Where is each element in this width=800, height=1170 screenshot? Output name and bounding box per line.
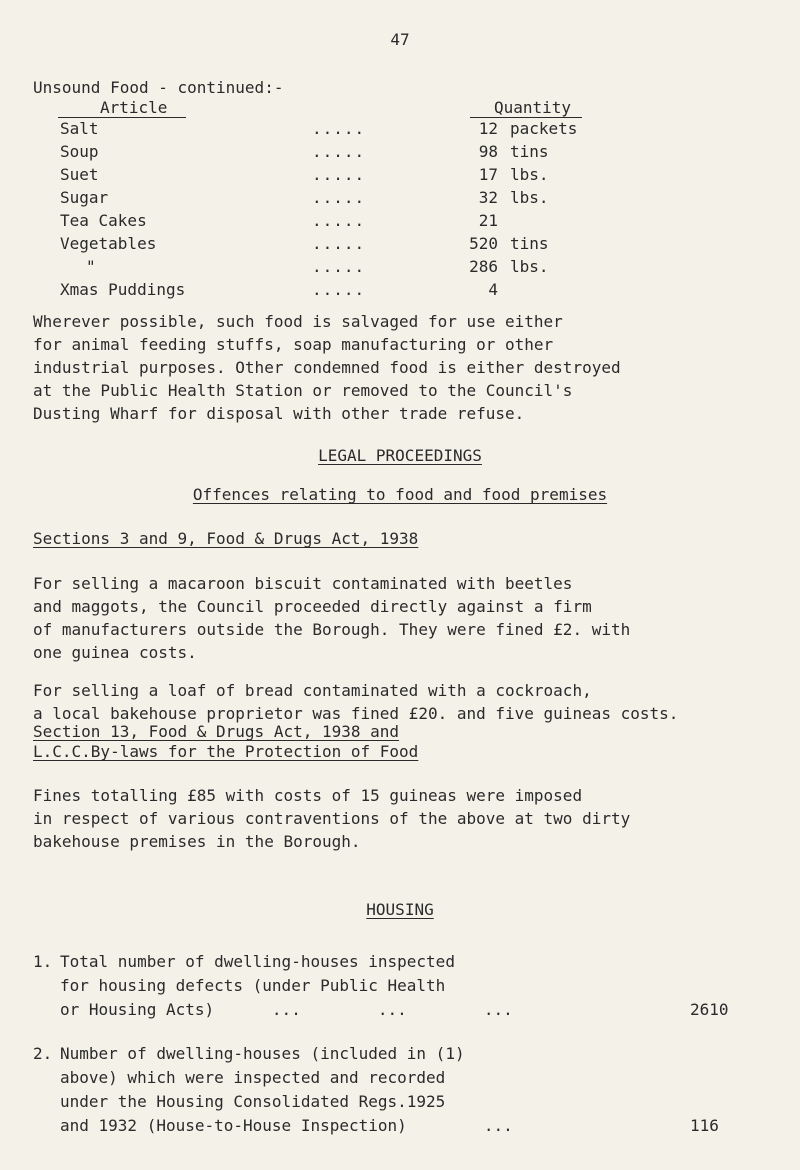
table-row bbox=[0, 118, 800, 140]
leader-dots: ..... bbox=[312, 257, 366, 276]
case-two-text: For selling a loaf of bread contaminated with a cockroach, a local bakehouse proprietor was fined £20. and five guineas costs. bbox=[33, 681, 679, 723]
article-name: Salt bbox=[60, 119, 99, 138]
quantity-unit: lbs. bbox=[510, 257, 549, 276]
leader-dots: ..... bbox=[312, 165, 366, 184]
ditto-mark: " bbox=[86, 257, 96, 276]
case-two-paragraph bbox=[33, 679, 678, 725]
table-row bbox=[0, 210, 800, 232]
page-number: 47 bbox=[390, 30, 410, 49]
housing-item-value: 116 bbox=[690, 1116, 719, 1135]
quantity-value: 520 bbox=[469, 234, 498, 253]
leader-dots: ..... bbox=[312, 211, 366, 230]
table-row bbox=[0, 164, 800, 186]
section-title: Unsound Food - continued:- bbox=[33, 78, 284, 97]
leader-dots: ..... bbox=[312, 234, 366, 253]
article-name: Vegetables bbox=[60, 234, 157, 253]
housing-heading: HOUSING bbox=[366, 900, 434, 919]
salvage-text: Wherever possible, such food is salvaged for use either for animal feeding stuffs, soap manufacturing or other industrial purposes. Other condemned food is either destroyed at the Public Health Station or removed to the Council's Dusting Wharf for disposal with other trade refuse. bbox=[33, 312, 621, 423]
quantity-unit: tins bbox=[510, 142, 549, 161]
table-row bbox=[0, 256, 800, 278]
table-row bbox=[0, 187, 800, 209]
leader-dots: ..... bbox=[312, 119, 366, 138]
quantity-value: 286 bbox=[469, 257, 498, 276]
case-one-paragraph bbox=[33, 572, 630, 664]
quantity-unit: tins bbox=[510, 234, 549, 253]
housing-item-value: 2610 bbox=[690, 1000, 729, 1019]
article-name: Sugar bbox=[60, 188, 109, 207]
quantity-value: 32 bbox=[478, 188, 498, 207]
case-one-text: For selling a macaroon biscuit contaminated with beetles and maggots, the Council proceeded directly against a firm of manufacturers outside the Borough. They were fined £2. with one guinea costs. bbox=[33, 574, 631, 662]
leader-dots: ..... bbox=[312, 188, 366, 207]
article-name: Tea Cakes bbox=[60, 211, 147, 230]
housing-item-text: Number of dwelling-houses (included in (1) above) which were inspected and recorded under the Housing Consolidated Regs.1925 and 1932 (House-to-House Inspection) ... bbox=[60, 1044, 513, 1135]
column-header-article: Article bbox=[100, 98, 168, 117]
fines-paragraph bbox=[33, 784, 630, 853]
quantity-unit: packets bbox=[510, 119, 578, 138]
quantity-unit: lbs. bbox=[510, 165, 549, 184]
leader-dots: ..... bbox=[312, 142, 366, 161]
section-13-heading-line1: Section 13, Food & Drugs Act, 1938 and bbox=[33, 722, 400, 741]
column-header-quantity: Quantity bbox=[494, 98, 572, 117]
table-row bbox=[0, 279, 800, 301]
section-13-heading-line2: L.C.C.By-laws for the Protection of Food bbox=[33, 742, 419, 761]
sections-3-9-heading: Sections 3 and 9, Food & Drugs Act, 1938 bbox=[33, 529, 419, 548]
article-name: Suet bbox=[60, 165, 99, 184]
quantity-value: 17 bbox=[478, 165, 498, 184]
quantity-value: 12 bbox=[478, 119, 498, 138]
quantity-value: 21 bbox=[478, 211, 498, 230]
quantity-value: 4 bbox=[488, 280, 498, 299]
table-row bbox=[0, 233, 800, 255]
table-row bbox=[0, 141, 800, 163]
article-name: Soup bbox=[60, 142, 99, 161]
housing-item-number: 1. bbox=[33, 952, 53, 971]
leader-dots: ..... bbox=[312, 280, 366, 299]
housing-item-number: 2. bbox=[33, 1044, 53, 1063]
salvage-paragraph bbox=[33, 310, 621, 425]
offences-heading: Offences relating to food and food premises bbox=[192, 485, 608, 504]
legal-proceedings-heading: LEGAL PROCEEDINGS bbox=[318, 446, 482, 465]
quantity-unit: lbs. bbox=[510, 188, 549, 207]
article-name: Xmas Puddings bbox=[60, 280, 186, 299]
fines-text: Fines totalling £85 with costs of 15 guineas were imposed in respect of various contraventions of the above at two dirty bakehouse premises in the Borough. bbox=[33, 786, 631, 851]
housing-item-text: Total number of dwelling-houses inspected for housing defects (under Public Health or Housing Acts) ... ... ... bbox=[60, 952, 513, 1019]
quantity-value: 98 bbox=[478, 142, 498, 161]
